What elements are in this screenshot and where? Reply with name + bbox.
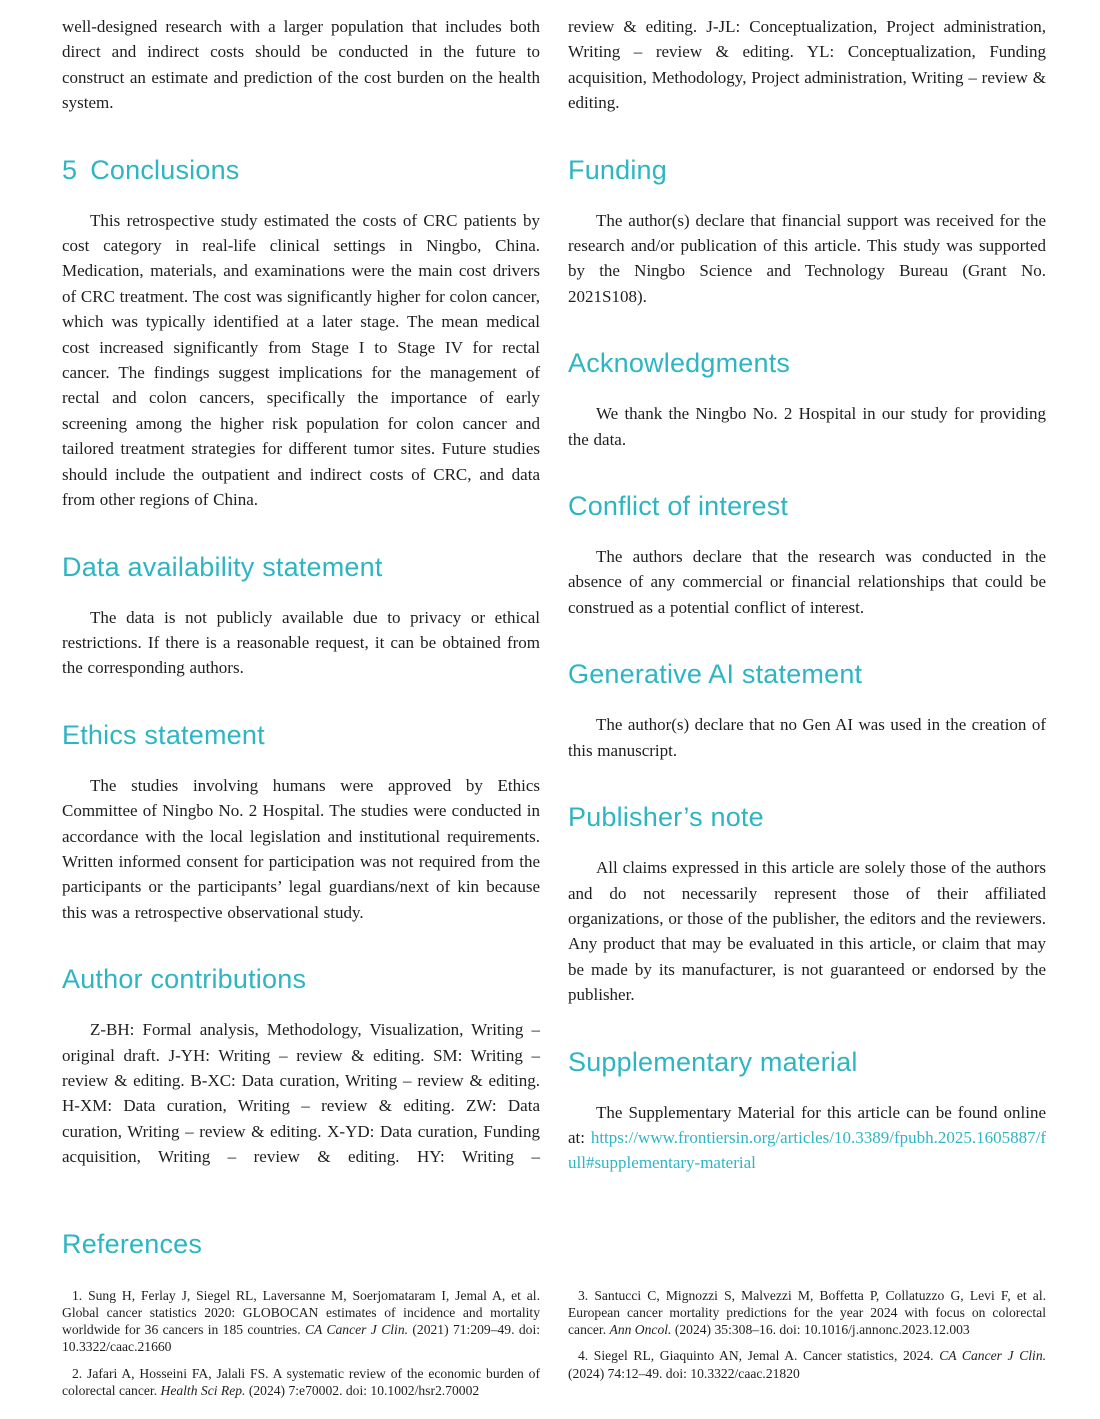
reference-journal: Health Sci Rep. — [160, 1382, 246, 1398]
paragraph-continuation-left: well-designed research with a larger population that includes both direct and indirect costs should be conducted in the future to construct an estimate and prediction of the cost burden on the health system. — [62, 17, 540, 113]
section-generative-ai — [568, 658, 1046, 763]
heading-conclusions — [62, 154, 540, 187]
reference-text: 4. Siegel RL, Giaquinto AN, Jemal A. Cancer statistics, 2024. — [578, 1348, 940, 1364]
section-funding — [568, 154, 1046, 310]
heading-acknowledgments — [568, 347, 1046, 380]
section-conclusions — [62, 154, 540, 513]
right-column — [568, 14, 1046, 1176]
references-columns — [62, 1287, 1046, 1408]
heading-generative-ai — [568, 658, 1046, 691]
left-column — [62, 14, 540, 1176]
section-title: Funding — [568, 154, 667, 185]
heading-data-availability — [62, 551, 540, 584]
paragraph-author-contributions: Z-BH: Formal analysis, Methodology, Visualization, Writing – original draft. J-YH: Writing – review & editing. SM: Writing – review & editing. B-XC: Data curation, Writing – review & editing. H-XM: Data curation, Writing – review & editing. ZW: Data curation, Writing – review & editing. X-YD: Data curation, Funding acquisition, Writing – review & editing. HY: Writing – — [62, 1020, 540, 1167]
reference-text: (2024) 7:e70002. doi: 10.1002/hsr2.70002 — [245, 1382, 480, 1398]
reference-text: 1. Sung H, Ferlay J, Siegel RL, Laversanne M, Soerjomataram I, Jemal A, et al. Global cancer statistics 2020: GLOBOCAN estimates of incidence and mortality worldwide for 36 cancers in 185 countries. — [62, 1287, 540, 1338]
reference-text: (2024) 74:12–49. doi: 10.3322/caac.21820 — [568, 1365, 800, 1381]
paragraph-funding: The author(s) declare that financial support was received for the research and/or publication of this article. This study was supported by the Ningbo Science and Technology Bureau (Grant No. 2021S108). — [568, 210, 1046, 306]
reference-item-4 — [568, 1347, 1046, 1381]
section-conflict-of-interest — [568, 490, 1046, 620]
paragraph-conclusions: This retrospective study estimated the costs of CRC patients by cost category in real-life clinical settings in Ningbo, China. Medication, materials, and examinations were the main cost drivers of CRC treatment. The cost was significantly higher for colon cancer, which was typically identified at a later stage. The mean medical cost increased significantly from Stage I to Stage IV for rectal cancer. The findings suggest implications for the management of rectal and colon cancers, specifically the importance of early screening among the higher risk population for colon cancer and tailored treatment strategies for different tumor sites. Future studies should include the outpatient and indirect costs of CRC, and data from other regions of China. — [62, 210, 540, 510]
paragraph-supplementary-material — [568, 1100, 1046, 1176]
references-section — [62, 1228, 1046, 1408]
reference-text: 2. Jafari A, Hosseini FA, Jalali FS. A systematic review of the economic burden of colorectal cancer. — [62, 1365, 540, 1398]
heading-supplementary-material — [568, 1046, 1046, 1079]
section-title: Data availability statement — [62, 551, 383, 582]
two-column-body — [62, 14, 1046, 1176]
paragraph-continuation-right: review & editing. J-JL: Conceptualization, Project administration, Writing – review & editing. YL: Conceptualization, Funding acquisition, Methodology, Project administration, Writing – review & editing. — [568, 17, 1046, 113]
references-left-column — [62, 1287, 540, 1408]
section-ethics — [62, 719, 540, 925]
reference-journal: CA Cancer J Clin. — [304, 1322, 409, 1338]
section-title: Conflict of interest — [568, 491, 789, 522]
section-title: Supplementary material — [568, 1046, 858, 1077]
heading-ethics — [62, 719, 540, 752]
supplementary-text: The Supplementary Material for this article can be found online at: — [568, 1102, 1046, 1147]
section-title: Author contributions — [62, 964, 307, 995]
supplementary-material-link[interactable]: https://www.frontiersin.org/articles/10.3389/fpubh.2025.1605887/full#supplementary-material — [568, 1127, 1046, 1173]
section-acknowledgments — [568, 347, 1046, 452]
section-title: Publisher’s note — [568, 802, 764, 833]
section-title: Ethics statement — [62, 719, 265, 750]
paragraph-conflict-of-interest: The authors declare that the research was conducted in the absence of any commercial or financial relationships that could be construed as a potential conflict of interest. — [568, 547, 1046, 617]
reference-item-3 — [568, 1287, 1046, 1339]
reference-text: (2024) 35:308–16. doi: 10.1016/j.annonc.2023.12.003 — [671, 1322, 970, 1338]
reference-item-2 — [62, 1365, 540, 1399]
section-publishers-note — [568, 801, 1046, 1007]
section-supplementary-material — [568, 1046, 1046, 1176]
reference-journal: CA Cancer J Clin. — [939, 1348, 1047, 1364]
section-title: Conclusions — [90, 154, 240, 185]
section-author-contributions — [62, 963, 540, 1169]
reference-journal: Ann Oncol. — [609, 1322, 672, 1338]
paragraph-generative-ai: The author(s) declare that no Gen AI was used in the creation of this manuscript. — [568, 715, 1046, 760]
paragraph-publishers-note: All claims expressed in this article are solely those of the authors and do not necessarily represent those of their affiliated organizations, or those of the publisher, the editors and the reviewers. Any product that may be evaluated in this article, or claim that may be made by its manufacturer, is not guaranteed or endorsed by the publisher. — [568, 858, 1046, 1005]
heading-author-contributions — [62, 963, 540, 996]
heading-references: References — [62, 1228, 203, 1259]
heading-publishers-note — [568, 801, 1046, 834]
reference-text: (2021) 71:209–49. doi: 10.3322/caac.21660 — [62, 1322, 541, 1355]
references-right-column — [568, 1287, 1046, 1408]
section-title: Generative AI statement — [568, 659, 863, 690]
paragraph-acknowledgments: We thank the Ningbo No. 2 Hospital in our study for providing the data. — [568, 404, 1046, 449]
paragraph-ethics: The studies involving humans were approved by Ethics Committee of Ningbo No. 2 Hospital. The studies were conducted in accordance with the local legislation and institutional requirements. Written informed consent for participation was not required from the participants or the participants’ legal guardians/next of kin because this was a retrospective observational study. — [62, 775, 540, 922]
heading-funding — [568, 154, 1046, 187]
paragraph-data-availability: The data is not publicly available due to privacy or ethical restrictions. If there is a reasonable request, it can be obtained from the corresponding authors. — [62, 607, 540, 678]
heading-conflict-of-interest — [568, 490, 1046, 523]
reference-item-1 — [62, 1287, 540, 1356]
section-data-availability — [62, 551, 540, 681]
section-title: Acknowledgments — [568, 348, 791, 379]
section-number: 5 — [62, 154, 78, 185]
reference-text: 3. Santucci C, Mignozzi S, Malvezzi M, Boffetta P, Collatuzzo G, Levi F, et al. European cancer mortality predictions for the year 2024 with focus on colorectal cancer. — [568, 1287, 1046, 1338]
